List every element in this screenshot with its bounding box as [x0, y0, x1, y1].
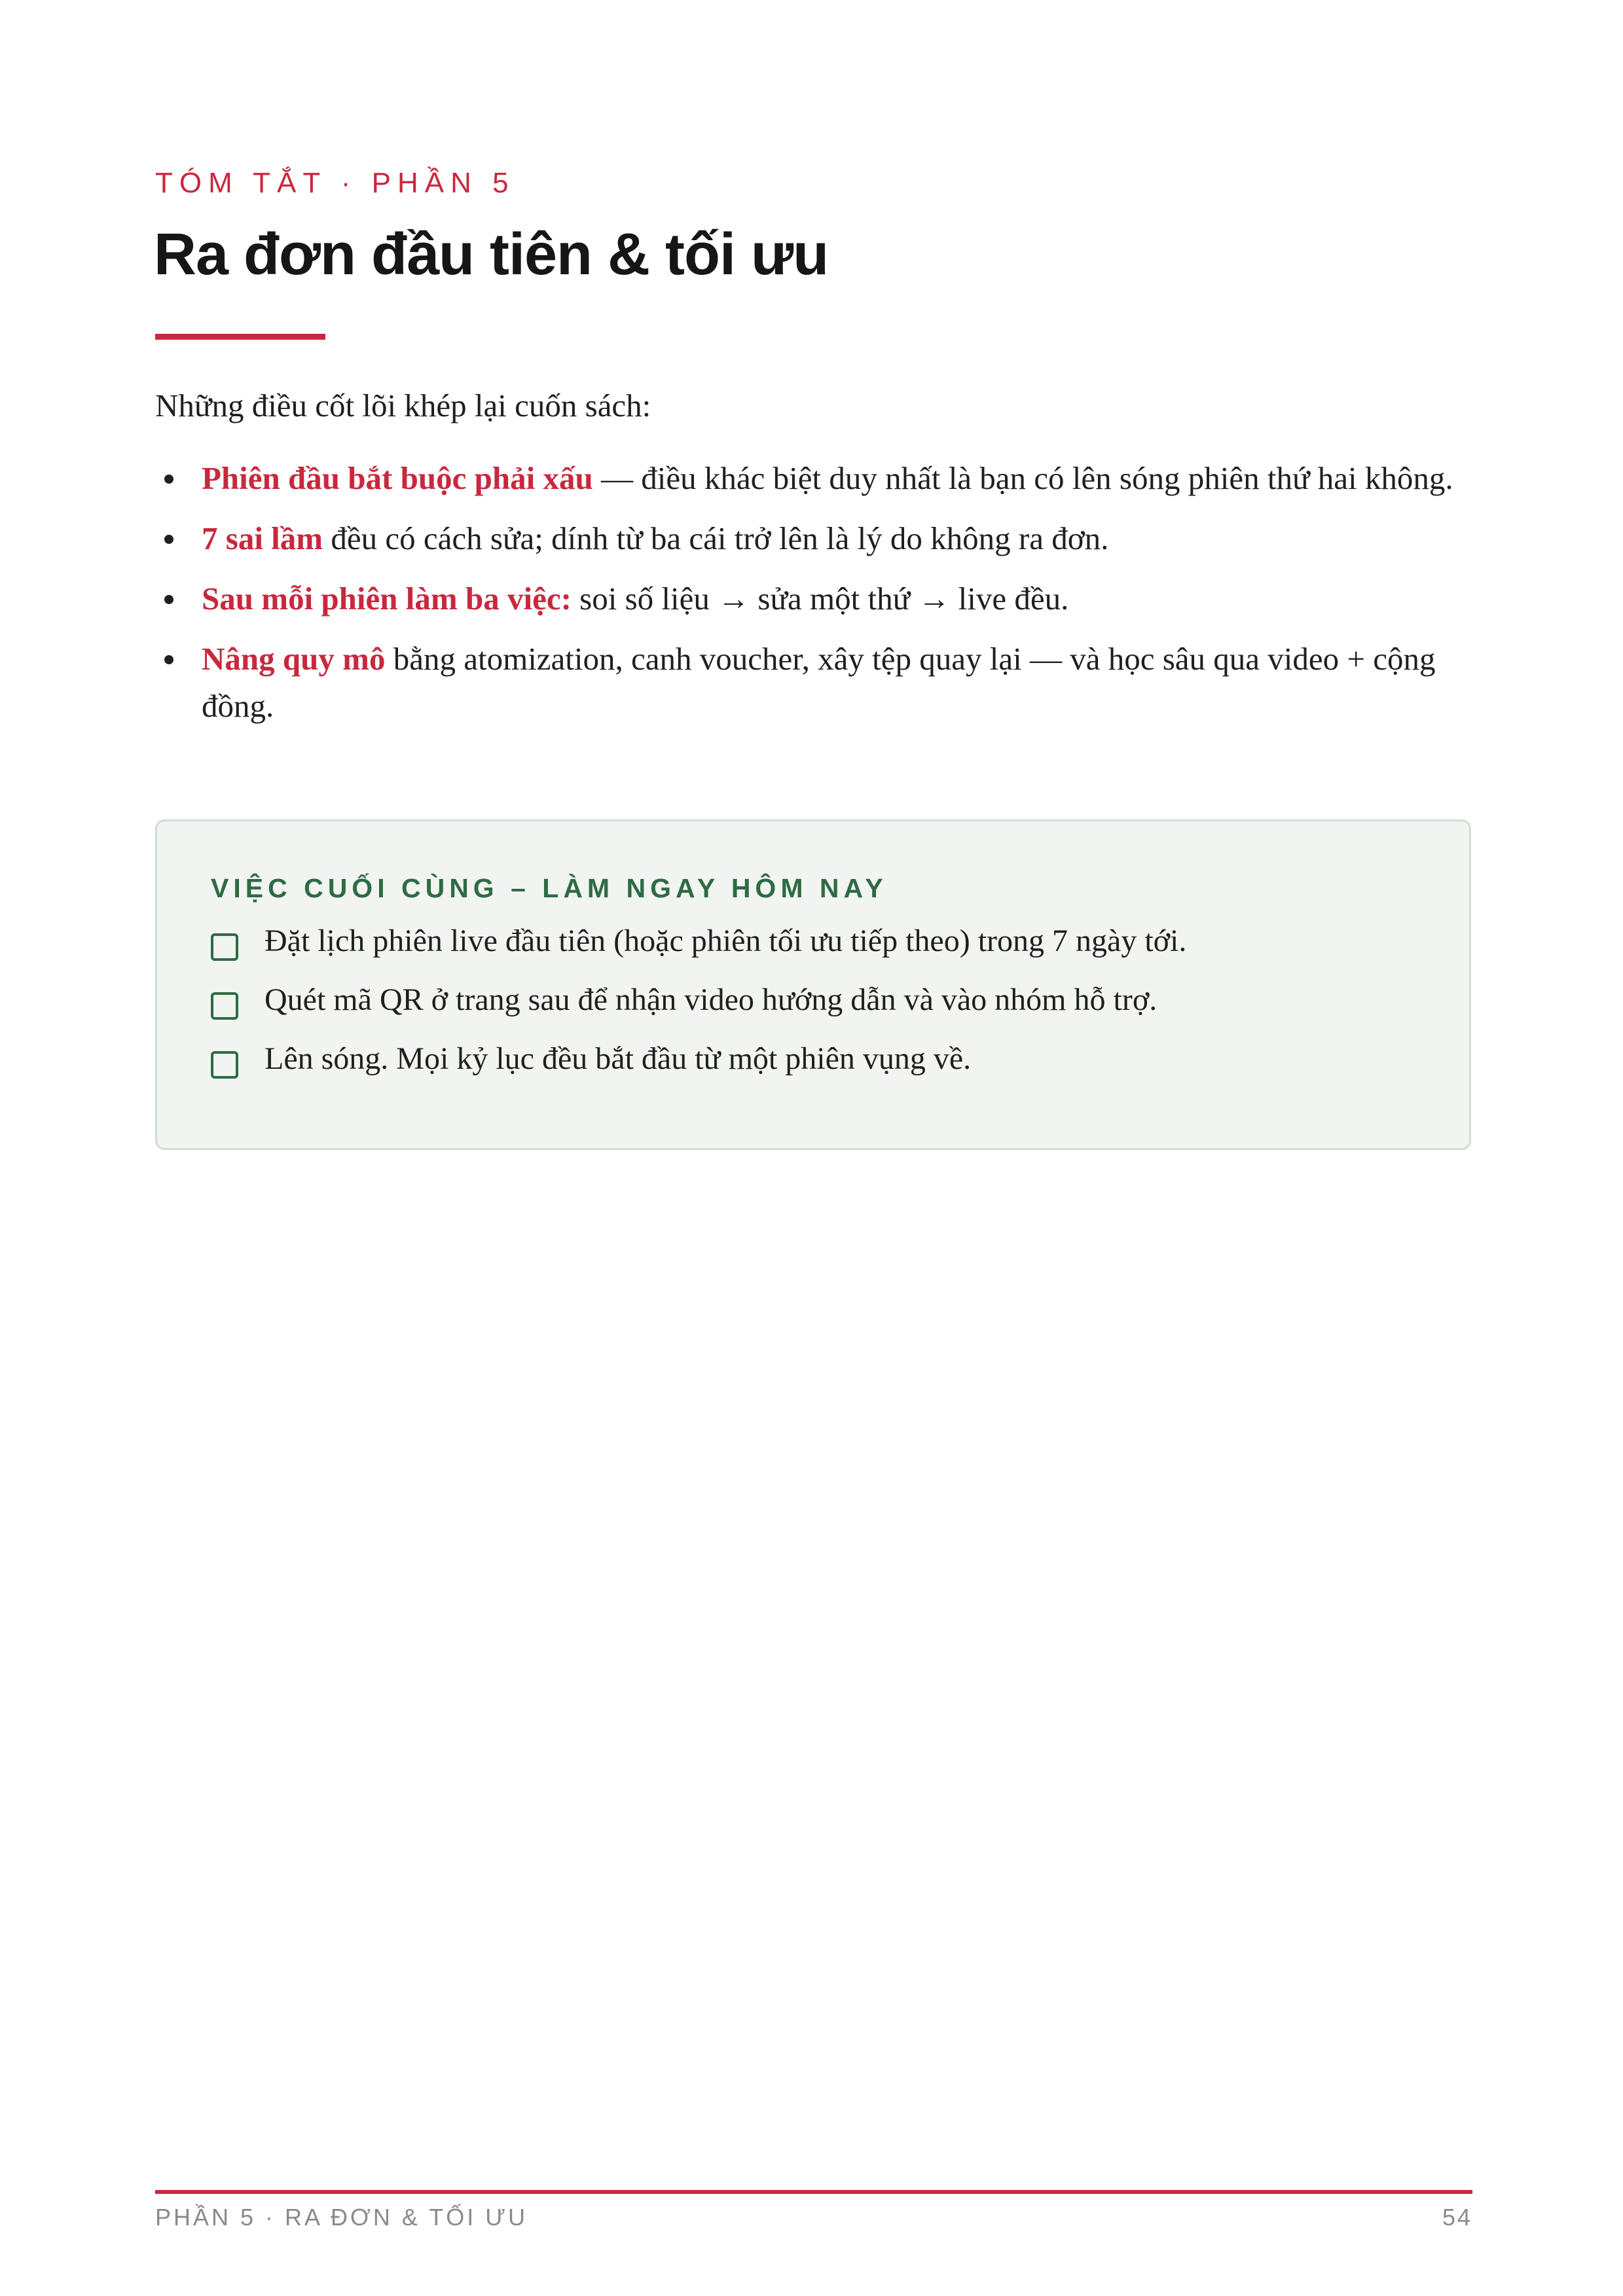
summary-item-text: đều có cách sửa; dính từ ba cái trở lên là lý do không ra đơn.	[323, 520, 1109, 556]
summary-item	[155, 515, 1471, 562]
checklist-item-text: Lên sóng. Mọi kỷ lục đều bắt đầu từ một phiên vụng về.	[264, 1041, 972, 1076]
checklist-item-text: Đặt lịch phiên live đầu tiên (hoặc phiên tối ưu tiếp theo) trong 7 ngày tới.	[264, 924, 1187, 958]
footer-section-label: PHẦN 5 · RA ĐƠN & TỐI ƯU	[155, 2204, 528, 2231]
bullet-icon	[164, 475, 173, 484]
summary-item-highlight: Sau mỗi phiên làm ba việc:	[202, 581, 572, 617]
checkbox-icon[interactable]	[211, 1051, 238, 1079]
checklist-item	[211, 918, 1429, 977]
checklist-item	[211, 977, 1429, 1036]
document-page	[155, 0, 1472, 2296]
summary-item-text: — điều khác biệt duy nhất là bạn có lên sóng phiên thứ hai không.	[593, 460, 1453, 496]
summary-list	[155, 455, 1471, 743]
summary-item	[155, 636, 1471, 730]
action-box-title: VIỆC CUỐI CÙNG – LÀM NGAY HÔM NAY	[211, 873, 888, 903]
footer-rule	[155, 2190, 1472, 2194]
summary-item-highlight: 7 sai lầm	[202, 520, 323, 556]
checkbox-icon[interactable]	[211, 992, 238, 1020]
page-number: 54	[1442, 2204, 1472, 2231]
bullet-icon	[164, 595, 173, 604]
bullet-icon	[164, 655, 173, 664]
summary-item-highlight: Nâng quy mô	[202, 641, 386, 677]
section-eyebrow: TÓM TẮT · PHẦN 5	[155, 167, 515, 199]
action-box	[155, 819, 1471, 1150]
title-underline	[155, 334, 325, 340]
summary-item	[155, 575, 1471, 622]
checklist-item	[211, 1036, 1429, 1095]
intro-text: Những điều cốt lõi khép lại cuốn sách:	[155, 387, 651, 423]
checklist-item-text: Quét mã QR ở trang sau để nhận video hướng dẫn và vào nhóm hỗ trợ.	[264, 982, 1158, 1017]
checkbox-icon[interactable]	[211, 933, 238, 961]
summary-item-highlight: Phiên đầu bắt buộc phải xấu	[202, 460, 593, 496]
summary-item-text: soi số liệu → sửa một thứ → live đều.	[571, 581, 1069, 617]
action-checklist	[211, 918, 1429, 1095]
summary-item	[155, 455, 1471, 502]
bullet-icon	[164, 535, 173, 544]
summary-item-text: bằng atomization, canh voucher, xây tệp quay lại — và học sâu qua video + cộng đồng.	[202, 641, 1436, 724]
page-title: Ra đơn đầu tiên & tối ưu	[154, 222, 829, 287]
